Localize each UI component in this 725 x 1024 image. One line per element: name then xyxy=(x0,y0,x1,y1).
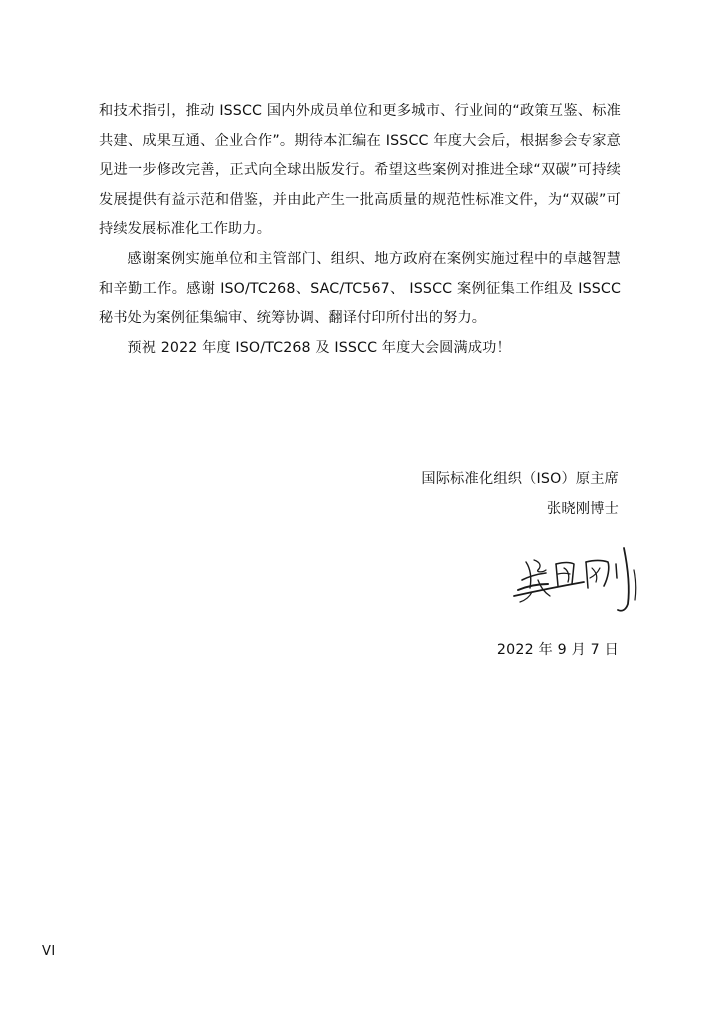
letter-body xyxy=(99,97,621,363)
paragraph-wishes: 预祝 2022 年度 ISO/TC268 及 ISSCC 年度大会圆满成功！ xyxy=(127,339,511,356)
handwritten-signature xyxy=(512,540,642,616)
signatory-name: 张晓刚博士 xyxy=(547,501,619,517)
paragraph-acknowledgement: 感谢案例实施单位和主管部门、组织、地方政府在案例实施过程中的卓越智慧和辛勤工作。感谢 ISO/TC268、SAC/TC567、 ISSCC 案例征集工作组及 ISSCC 秘书处为案例征集编审、统筹协调、翻译付印所付出的努力。 xyxy=(99,250,621,327)
page-number: VI xyxy=(42,944,56,959)
paragraph-continuation: 和技术指引，推动 ISSCC 国内外成员单位和更多城市、行业间的“政策互鉴、标准共建、成果互通、企业合作”。期待本汇编在 ISSCC 年度大会后，根据参会专家意见进一步修改完善，正式向全球出版发行。希望这些案例对推进全球“双碳”可持续发展提供有益示范和借鉴，并由此产生一批高质量的规范性标准文件，为“双碳”可持续发展标准化工作助力。 xyxy=(99,103,621,238)
letter-date: 2022 年 9 月 7 日 xyxy=(496,642,619,658)
signatory-title: 国际标准化组织（ISO）原主席 xyxy=(421,471,619,487)
